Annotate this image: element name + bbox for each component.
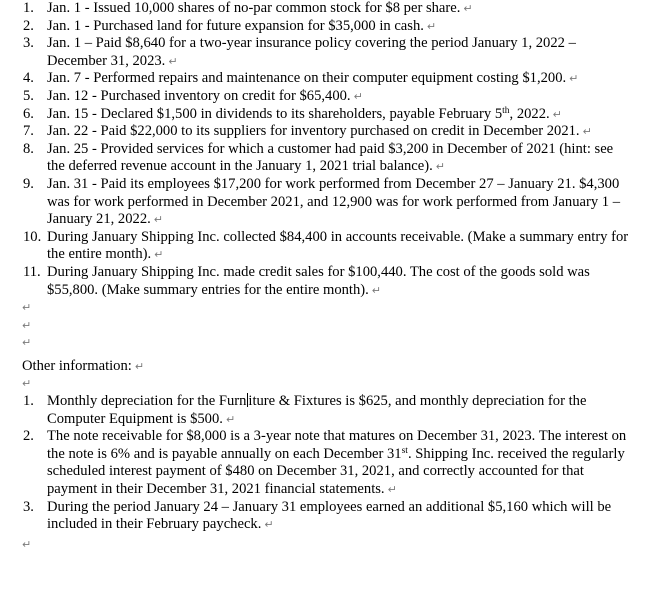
- paragraph-mark-icon: ↵: [22, 377, 32, 391]
- list-item-text: During January Shipping Inc. collected $84,400 in accounts receivable. (Make a summary entry for the entire month).: [47, 228, 629, 263]
- list-item: 4. Jan. 7 - Performed repairs and maintenance on their computer equipment costing $1,200. ↵: [23, 70, 579, 87]
- paragraph-mark-icon: ↵: [134, 359, 145, 373]
- superscript: th: [502, 105, 510, 116]
- paragraph-mark-icon: ↵: [153, 213, 163, 227]
- transaction-list: [0, 0, 650, 299]
- paragraph-mark-icon: ↵: [353, 89, 363, 103]
- list-item-text: Jan. 1 – Paid $8,640 for a two-year insurance policy covering the period January 1, 2022 – December 31, 2023.: [47, 35, 576, 69]
- paragraph-mark-icon: ↵: [168, 54, 178, 68]
- paragraph-mark-icon: ↵: [435, 160, 445, 174]
- list-item: 1. Jan. 1 - Issued 10,000 shares of no-par common stock for $8 per share. ↵: [23, 0, 473, 16]
- list-item-text: iture & Fixtures is $625, and monthly depreciation for the Computer Equipment is $500.: [47, 393, 587, 427]
- paragraph-mark-icon: ↵: [154, 248, 164, 262]
- other-info-list: [0, 393, 650, 534]
- empty-paragraph: [0, 375, 650, 393]
- list-item: 8. Jan. 25 - Provided services for which a customer had paid $3,200 in December of 2021 (hint: see the deferred revenue account in the January 1, 2021 trial balance). ↵: [23, 140, 614, 175]
- paragraph-mark-icon: ↵: [569, 72, 579, 86]
- list-item: 7. Jan. 22 - Paid $22,000 to its suppliers for inventory purchased on credit in December 2021. ↵: [23, 123, 592, 140]
- other-info-heading: Other information: ↵: [22, 357, 145, 374]
- list-item: 5. Jan. 12 - Purchased inventory on credit for $65,400. ↵: [23, 87, 363, 104]
- list-item-text: Jan. 1 - Purchased land for future expansion for $35,000 in cash.: [47, 17, 424, 34]
- list-item-text: The note receivable for $8,000 is a 3-year note that matures on December 31, 2023. The interest on the note is 6% and is payable annually on each December 31: [47, 428, 627, 462]
- list-item-text: During January Shipping Inc. made credit sales for $100,440. The cost of the goods sold was $55,800. (Make summary entries for the entire month).: [47, 263, 590, 298]
- list-item-text: Jan. 7 - Performed repairs and maintenance on their computer equipment costing $1,200.: [47, 70, 567, 87]
- list-item: 6. Jan. 15 - Declared $1,500 in dividends to its shareholders, payable February 5th, 2022. ↵: [23, 105, 562, 122]
- list-item-text: , 2022.: [509, 105, 550, 122]
- list-item: 10. During January Shipping Inc. collected $84,400 in accounts receivable. (Make a summary entry for the entire month). ↵: [23, 228, 629, 263]
- paragraph-mark-icon: ↵: [22, 336, 32, 350]
- list-item: 1. Monthly depreciation for the Furn iture & Fixtures is $625, and monthly depreciation for the Computer Equipment is $500. ↵: [23, 393, 587, 427]
- paragraph-mark-icon: ↵: [22, 301, 32, 315]
- list-item-text: Monthly depreciation for the Furn: [47, 393, 247, 410]
- empty-paragraph: [0, 299, 650, 317]
- list-item-text: Jan. 12 - Purchased inventory on credit for $65,400.: [47, 87, 351, 104]
- list-item: 11. During January Shipping Inc. made credit sales for $100,440. The cost of the goods sold was $55,800. (Make summary entries for the entire month). ↵: [23, 263, 590, 298]
- superscript: st: [401, 445, 408, 456]
- paragraph-mark-icon: ↵: [552, 107, 562, 121]
- list-item-text: Jan. 22 - Paid $22,000 to its suppliers for inventory purchased on credit in December 2021.: [47, 123, 580, 140]
- empty-paragraph: [0, 334, 650, 352]
- list-item: 9. Jan. 31 - Paid its employees $17,200 for work performed from December 27 – January 21. $4,300 was for work performed in December 2021, and 12,900 was for work performed from January 1 – January 21, 2022. ↵: [23, 175, 621, 228]
- list-item-text: . Shipping Inc. received the regularly scheduled interest payment of $480 on December 31, 2021, and correctly accounted for that payment in their December 31, 2021 financial statements.: [47, 445, 625, 498]
- list-item-text: Jan. 25 - Provided services for which a customer had paid $3,200 in December of 2021 (hint: see the deferred revenue account in the January 1, 2021 trial balance).: [47, 140, 614, 175]
- list-item-text: Jan. 31 - Paid its employees $17,200 for work performed from December 27 – January 21. $4,300 was for work performed in December 2021, and 12,900 was for work performed from January 1 – January 21, 2022.: [47, 175, 621, 228]
- paragraph-mark-icon: ↵: [387, 483, 397, 497]
- paragraph-mark-icon: ↵: [371, 283, 382, 297]
- list-item-text: Jan. 15 - Declared $1,500 in dividends to its shareholders, payable February 5: [47, 105, 503, 122]
- list-item: 3. During the period January 24 – January 31 employees earned an additional $5,160 which will be included in their February paycheck. ↵: [23, 498, 612, 533]
- paragraph-mark-icon: ↵: [22, 318, 32, 332]
- list-item-text: During the period January 24 – January 31 employees earned an additional $5,160 which will be included in their February paycheck.: [47, 498, 612, 533]
- paragraph-mark-icon: ↵: [582, 125, 592, 139]
- paragraph-mark-icon: ↵: [426, 19, 437, 33]
- paragraph-mark-icon: ↵: [463, 2, 473, 15]
- paragraph-mark-icon: ↵: [264, 518, 274, 532]
- list-item: 2. The note receivable for $8,000 is a 3-year note that matures on December 31, 2023. The interest on the note is 6% and is payable annually on each December 31st. Shipping Inc. received the regularly scheduled interest payment of $480 on December 31, 2021, and correctly accounted for that payment in their December 31, 2021 financial statements. ↵: [23, 428, 627, 498]
- paragraph-mark-icon: ↵: [22, 537, 32, 551]
- list-item: 2. Jan. 1 - Purchased land for future expansion for $35,000 in cash. ↵: [23, 17, 437, 34]
- list-item-text: Jan. 1 - Issued 10,000 shares of no-par common stock for $8 per share.: [47, 0, 461, 16]
- empty-paragraph: [0, 536, 650, 554]
- list-item: 3. Jan. 1 – Paid $8,640 for a two-year insurance policy covering the period January 1, 2022 – December 31, 2023. ↵: [23, 35, 576, 69]
- paragraph-mark-icon: ↵: [225, 412, 236, 426]
- empty-paragraph: [0, 317, 650, 335]
